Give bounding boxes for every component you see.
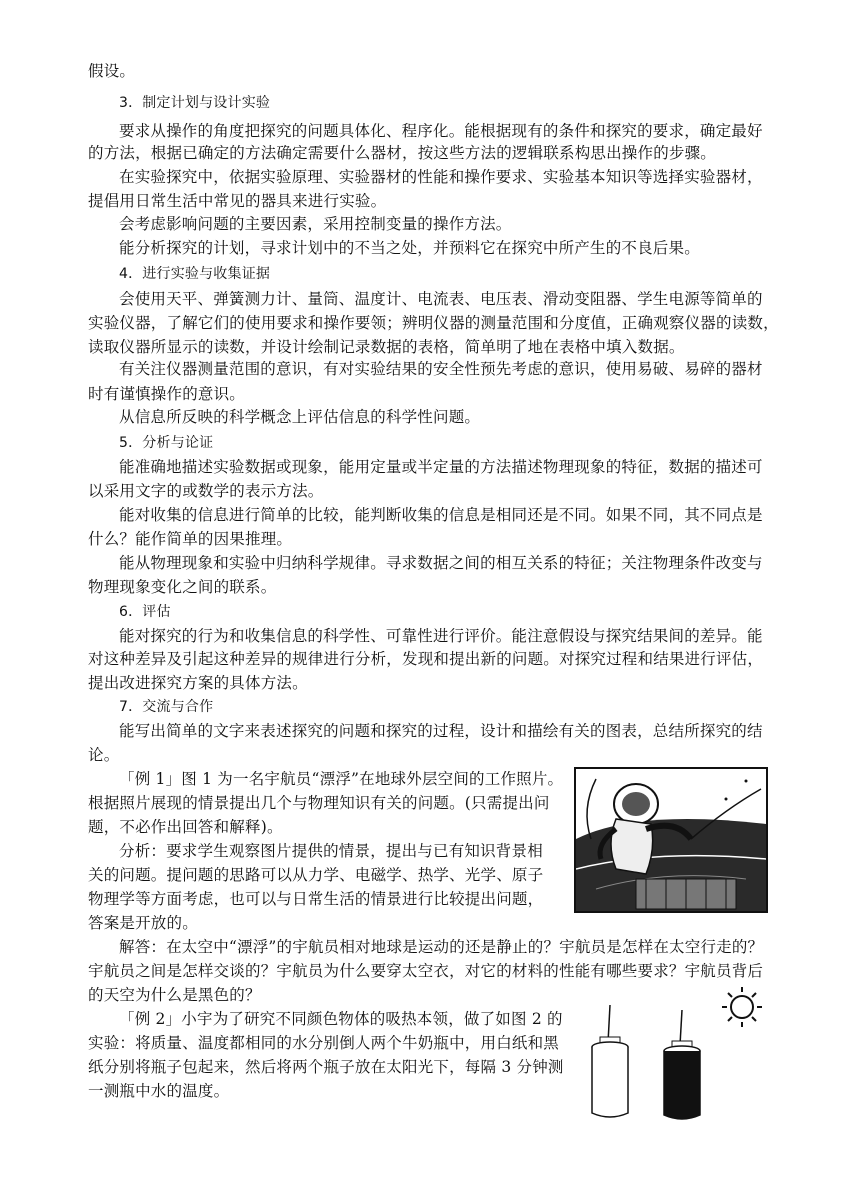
text-line: 的天空为什么是黑色的？ [88, 986, 261, 1004]
paragraph-line: 能从物理现象和实验中归纳科学规律。寻求数据之间的相互关系的特征；关注物理条件改变与 [119, 554, 763, 572]
section-heading: 5．分析与论证 [119, 435, 214, 451]
text-line: 以采用文字的或数学的表示方法。 [88, 482, 324, 500]
sun-icon [722, 987, 762, 1027]
example-2-line: 「例 2」小宇为了研究不同颜色物体的吸热本领，做了如图 2 的 [119, 1010, 563, 1028]
text-line: 关的问题。提问题的思路可以从力学、电磁学、热学、光学、原子 [88, 866, 544, 884]
paragraph-line: 能对探究的行为和收集信息的科学性、可靠性进行评价。能注意假设与探究结果间的差异。能 [119, 627, 763, 645]
text-line: 提倡用日常生活中常见的器具来进行实验。 [88, 192, 387, 210]
black-bottle-icon [664, 1010, 700, 1119]
section-heading: 3．制定计划与设计实验 [119, 95, 271, 111]
text-line: 宇航员之间是怎样交谈的？宇航员为什么要穿太空衣，对它的材料的性能有哪些要求？宇航员背后 [88, 962, 764, 980]
white-bottle-icon [592, 1005, 628, 1117]
text-line: 一测瓶中水的温度。 [88, 1082, 230, 1100]
text-line: 假设。 [88, 62, 136, 80]
paragraph-line: 有关注仪器测量范围的意识，有对实验结果的安全性预先考虑的意识，使用易破、易碎的器材 [119, 360, 763, 378]
paragraph-line: 能对收集的信息进行简单的比较，能判断收集的信息是相同还是不同。如果不同，其不同点是 [119, 506, 763, 524]
paragraph-line: 能写出简单的文字来表述探究的问题和探究的过程，设计和描绘有关的图表，总结所探究的结 [119, 722, 763, 740]
text-line: 纸分别将瓶子包起来，然后将两个瓶子放在太阳光下，每隔 3 分钟测 [88, 1058, 564, 1076]
astronaut-photo [574, 767, 768, 913]
paragraph-line: 会使用天平、弹簧测力计、量筒、温度计、电流表、电压表、滑动变阻器、学生电源等简单的 [119, 290, 763, 308]
text-line: 读取仪器所显示的读数，并设计绘制记录数据的表格，简单明了地在表格中填入数据。 [88, 338, 685, 356]
paragraph-line: 从信息所反映的科学概念上评估信息的科学性问题。 [119, 408, 481, 426]
sun-and-bottles [580, 985, 780, 1125]
text-line: 论。 [88, 746, 120, 764]
paragraph-line: 在实验探究中，依据实验原理、实验器材的性能和操作要求、实验基本知识等选择实验器材， [119, 168, 763, 186]
answer-line: 解答：在太空中“漂浮”的宇航员相对地球是运动的还是静止的？宇航员是怎样在太空行走的？ [119, 938, 764, 956]
text-line: 实验：将质量、温度都相同的水分别倒人两个牛奶瓶中，用白纸和黑 [88, 1034, 560, 1052]
text-line: 对这种差异及引起这种差异的规律进行分析，发现和提出新的问题。对探究过程和结果进行评估， [88, 650, 764, 668]
paragraph-line: 能分析探究的计划，寻求计划中的不当之处，并预料它在探究中所产生的不良后果。 [119, 239, 700, 257]
text-line: 根据照片展现的情景提出几个与物理知识有关的问题。(只需提出问 [88, 794, 550, 812]
paragraph-line: 能准确地描述实验数据或现象，能用定量或半定量的方法描述物理现象的特征，数据的描述可 [119, 458, 763, 476]
text-line: 时有谨慎操作的意识。 [88, 385, 246, 403]
text-line: 答案是开放的。 [88, 914, 198, 932]
text-line: 物理现象变化之间的联系。 [88, 578, 277, 596]
text-line: 的方法，根据已确定的方法确定需要什么器材，按这些方法的逻辑联系构思出操作的步骤。 [88, 144, 717, 162]
text-line: 物理学等方面考虑，也可以与日常生活的情景进行比较提出问题， [88, 890, 544, 908]
analysis-line: 分析：要求学生观察图片提供的情景，提出与已有知识背景相 [119, 842, 543, 860]
paragraph-line: 要求从操作的角度把探究的问题具体化、程序化。能根据现有的条件和探究的要求，确定最好 [119, 122, 763, 140]
section-heading: 6．评估 [119, 604, 171, 620]
example-1-line: 「例 1」图 1 为一名宇航员“漂浮”在地球外层空间的工作照片。 [119, 770, 564, 788]
text-line: 提出改进探究方案的具体方法。 [88, 674, 308, 692]
text-line: 什么？能作简单的因果推理。 [88, 530, 293, 548]
text-line: 实验仪器，了解它们的使用要求和操作要领；辨明仪器的测量范围和分度值，正确观察仪器的读数， [88, 314, 779, 332]
section-heading: 7．交流与合作 [119, 699, 214, 715]
text-line: 题，不必作出回答和解释)。 [88, 818, 283, 836]
section-heading: 4．进行实验与收集证据 [119, 266, 271, 282]
paragraph-line: 会考虑影响问题的主要因素，采用控制变量的操作方法。 [119, 215, 512, 233]
